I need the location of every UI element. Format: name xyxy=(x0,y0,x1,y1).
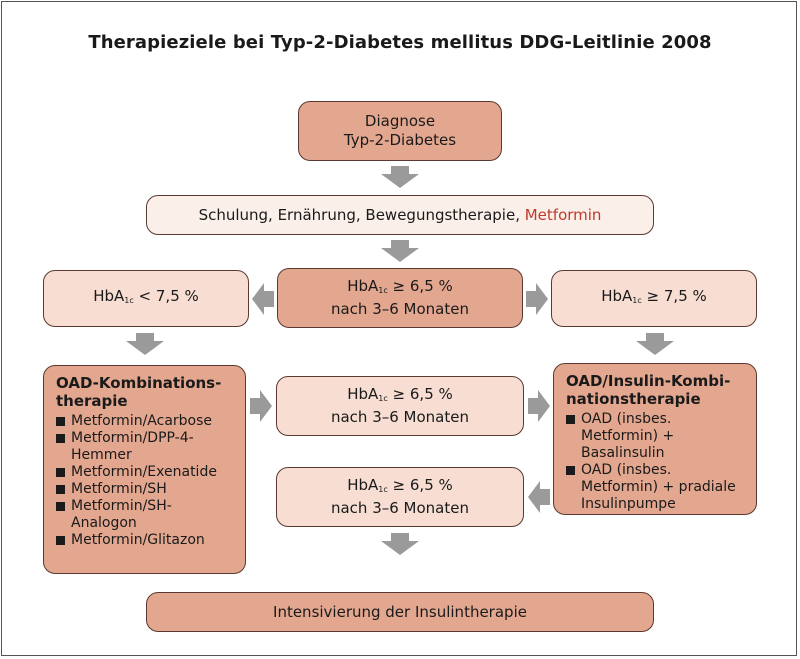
list-item: Metformin/DPP-4-Hemmer xyxy=(56,430,235,464)
node-hba1c-check-1: HbA$_{1c}$ ≥ 6,5 % nach 3–6 Monaten xyxy=(277,268,523,328)
oad-list xyxy=(56,413,235,549)
list-item: OAD (insbes. Metformin) + pradiale Insulinpumpe xyxy=(566,462,746,513)
node-hba1c-check-2: HbA$_{1c}$ ≥ 6,5 % nach 3–6 Monaten xyxy=(276,376,524,436)
right-target-text: ≥ 7,5 % xyxy=(641,287,707,305)
node-oad-insulin-kombinationstherapie xyxy=(553,363,757,515)
basis-highlight: Metformin xyxy=(524,205,602,224)
node-diagnose xyxy=(298,101,502,161)
left-target-text: < 7,5 % xyxy=(133,287,199,305)
check3-line2: nach 3–6 Monaten xyxy=(330,499,469,517)
list-item: Metformin/Glitazon xyxy=(56,532,235,549)
arrow-down-icon xyxy=(381,240,419,262)
final-text: Intensivierung der Insulintherapie xyxy=(273,602,527,621)
node-hba1c-below-7-5: HbA$_{1c}$ < 7,5 % xyxy=(43,270,249,327)
node-basistherapie xyxy=(146,195,654,235)
insulin-list xyxy=(566,411,746,513)
insulin-title: OAD/Insulin-Kombi- nationstherapie xyxy=(566,372,731,408)
node-oad-kombinationstherapie xyxy=(43,365,246,574)
list-item: Metformin/SH xyxy=(56,481,235,498)
diagram-title: Therapieziele bei Typ-2-Diabetes mellitus DDG-Leitlinie 2008 xyxy=(88,32,712,53)
node-intensivierung xyxy=(146,592,654,632)
oad-title: OAD-Kombinations- therapie xyxy=(56,374,222,410)
check2-line2: nach 3–6 Monaten xyxy=(330,408,469,426)
list-item: Metformin/SH-Analogon xyxy=(56,498,235,532)
arrow-left-icon xyxy=(252,283,274,315)
arrow-right-icon xyxy=(250,390,272,422)
arrow-down-icon xyxy=(636,333,674,355)
list-item: Metformin/Acarbose xyxy=(56,413,235,430)
check1-op: ≥ 6,5 % xyxy=(387,277,453,295)
node-hba1c-above-7-5: HbA$_{1c}$ ≥ 7,5 % xyxy=(551,270,757,327)
arrow-left-icon xyxy=(528,481,550,513)
node-hba1c-check-3: HbA$_{1c}$ ≥ 6,5 % nach 3–6 Monaten xyxy=(276,467,524,527)
diagnose-line1: Diagnose xyxy=(364,112,436,130)
check3-op: ≥ 6,5 % xyxy=(387,476,453,494)
list-item: OAD (insbes. Metformin) + Basalinsulin xyxy=(566,411,746,462)
basis-text: Schulung, Ernährung, Bewegungstherapie, xyxy=(198,205,525,224)
arrow-down-icon xyxy=(381,533,419,555)
arrow-right-icon xyxy=(526,283,548,315)
arrow-down-icon xyxy=(381,166,419,188)
check2-op: ≥ 6,5 % xyxy=(387,385,453,403)
check1-line2: nach 3–6 Monaten xyxy=(330,300,469,318)
arrow-down-icon xyxy=(126,333,164,355)
list-item: Metformin/Exenatide xyxy=(56,464,235,481)
arrow-right-icon xyxy=(528,390,550,422)
diagnose-line2: Typ-2-Diabetes xyxy=(343,131,457,149)
